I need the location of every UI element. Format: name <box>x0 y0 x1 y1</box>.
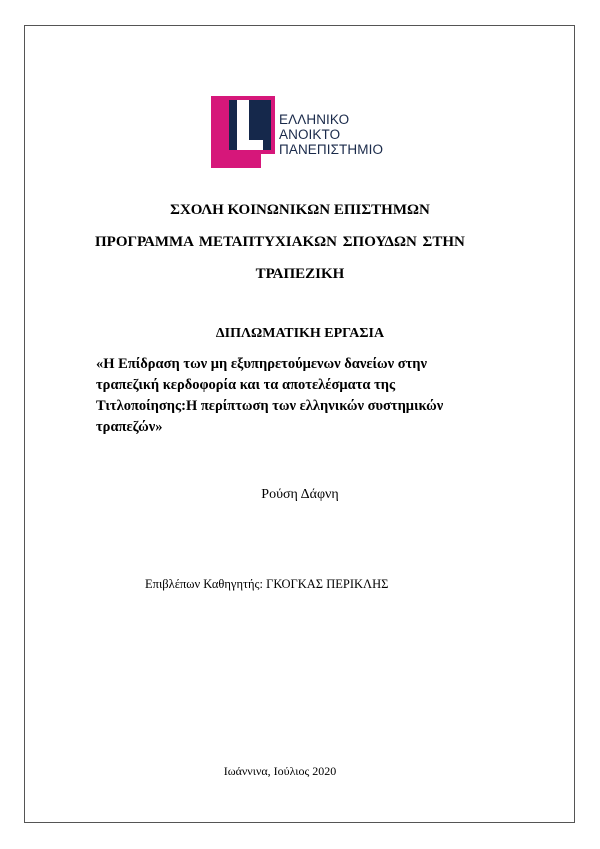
thesis-title-line: Τιτλοποίησης:Η περίπτωση των ελληνικών συστημικών <box>96 398 444 414</box>
school-name: ΣΧΟΛΗ ΚΟΙΝΩΝΙΚΩΝ ΕΠΙΣΤΗΜΩΝ <box>170 202 430 218</box>
thesis-title-line: τραπεζών» <box>96 419 163 435</box>
logo-line: ΑΝΟΙΚΤΟ <box>279 127 341 142</box>
logo-line: ΠΑΝΕΠΙΣΤΗΜΙΟ <box>279 142 384 157</box>
logo-line: ΕΛΛΗΝΙΚΟ <box>279 112 350 127</box>
university-logo-icon <box>211 96 275 168</box>
thesis-title-line: τραπεζική κερδοφορία και τα αποτελέσματα της <box>96 377 396 393</box>
program-name-line1: ΠΡΟΓΡΑΜΜΑ ΜΕΤΑΠΤΥΧΙΑΚΩΝ ΣΠΟΥΔΩΝ ΣΤΗΝ <box>95 234 465 250</box>
author-name: Ρούση Δάφνη <box>261 487 339 502</box>
supervisor: Επιβλέπων Καθηγητής: ΓΚΟΓΚΑΣ ΠΕΡΙΚΛΗΣ <box>145 577 389 591</box>
place-date: Ιωάννινα, Ιούλιος 2020 <box>223 764 337 778</box>
thesis-type: ΔΙΠΛΩΜΑΤΙΚΗ ΕΡΓΑΣΙΑ <box>215 326 385 341</box>
logo-text <box>279 112 383 157</box>
university-logo <box>211 96 411 168</box>
program-name-line2: ΤΡΑΠΕΖΙΚΗ <box>255 266 345 282</box>
thesis-title-line: «Η Επίδραση των μη εξυπηρετούμενων δανείων στην <box>96 356 428 372</box>
thesis-title <box>96 354 506 438</box>
